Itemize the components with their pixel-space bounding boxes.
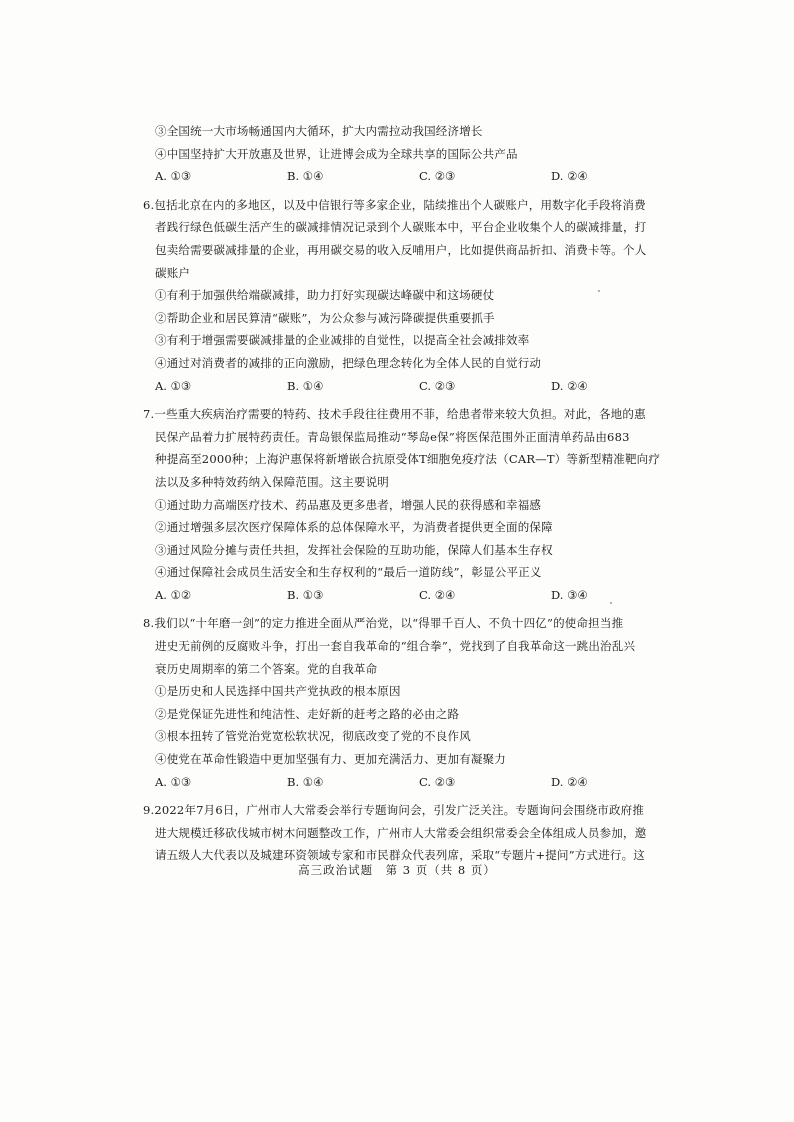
- question-7: [143, 403, 683, 606]
- question-6: [143, 194, 683, 397]
- q6-option-d: D. ②④: [551, 378, 588, 393]
- q6-option-a: A. ①③: [155, 378, 192, 393]
- q8-item-3: ③根本扭转了管党治党宽松软状况，彻底改变了党的不良作风: [155, 729, 471, 744]
- q7-stem-line: 7.一些重大疾病治疗需要的特药、技术手段往往费用不菲，给患者带来较大负担。对此，各地的惠: [143, 407, 646, 422]
- question-9: [143, 799, 683, 867]
- q8-option-c: C. ②③: [419, 774, 456, 789]
- q9-stem-line: 进大规模迁移砍伐城市树木问题整改工作，广州市人大常委会组织常委会全体组成人员参加，邀: [155, 825, 647, 840]
- q6-option-b: B. ①④: [287, 378, 324, 393]
- q6-stem-line: 6.包括北京在内的多地区，以及中信银行等多家企业，陆续推出个人碳账户，用数字化手段将消费: [143, 197, 646, 212]
- q8-option-d: D. ②④: [551, 774, 588, 789]
- q8-item-4: ④使党在革命性锻造中更加坚强有力、更加充满活力、更加有凝聚力: [155, 752, 506, 767]
- q8-option-b: B. ①④: [287, 774, 324, 789]
- q7-option-d: D. ③④: [551, 587, 588, 602]
- exam-content: [143, 120, 683, 867]
- q6-stem-line: 碳账户: [155, 265, 191, 280]
- scan-speck: [610, 602, 612, 604]
- q5-item-4: ④中国坚持扩大开放惠及世界，让进博会成为全球共享的国际公共产品: [155, 146, 518, 161]
- q8-options: [143, 771, 683, 794]
- q7-options: [143, 584, 683, 607]
- q8-option-a: A. ①③: [155, 774, 192, 789]
- scan-speck: [598, 290, 600, 292]
- q5-option-a: A. ①③: [155, 169, 192, 184]
- question-8: [143, 612, 683, 793]
- q9-stem-line: 9.2022年7月6日，广州市人大常委会举行专题询问会，引发广泛关注。专题询问会围绕市政府推: [143, 803, 645, 818]
- q6-stem-line: 包卖给需要碳减排量的企业，再用碳交易的收入反哺用户，比如提供商品折扣、消费卡等。个人: [155, 242, 647, 257]
- q6-option-c: C. ②③: [419, 378, 456, 393]
- q8-stem-line: 衰历史周期率的第二个答案。党的自我革命: [155, 661, 378, 676]
- q7-item-3: ③通过风险分摊与责任共担，发挥社会保险的互助功能，保障人们基本生存权: [155, 542, 553, 557]
- q8-stem-line: 8.我们以“十年磨一剑”的定力推进全面从严治党，以“得罪千百人、不负十四亿”的使命担当推: [143, 616, 624, 631]
- q7-stem-line: 种提高至2000种；上海沪惠保将新增嵌合抗原受体T细胞免疫疗法（CAR—T）等新型精准靶向疗: [155, 452, 661, 467]
- q6-item-3: ③有利于增强需要碳减排量的企业减排的自觉性，以提高全社会减排效率: [155, 333, 530, 348]
- q5-item-3: ③全国统一大市场畅通国内大循环，扩大内需拉动我国经济增长: [155, 124, 483, 138]
- q5-option-b: B. ①④: [287, 169, 324, 184]
- q7-stem-line: 民保产品着力扩展特药责任。青岛银保监局推动“琴岛e保”将医保范围外正面清单药品由683: [155, 429, 630, 444]
- q7-item-4: ④通过保障社会成员生活安全和生存权利的“最后一道防线”，彰显公平正义: [155, 565, 542, 580]
- q7-item-2: ②通过增强多层次医疗保障体系的总体保障水平，为消费者提供更全面的保障: [155, 520, 553, 535]
- q5-options: [143, 165, 683, 188]
- q6-item-4: ④通过对消费者的减排的正向激励，把绿色理念转化为全体人民的自觉行动: [155, 355, 542, 370]
- q8-stem-line: 进史无前例的反腐败斗争，打出一套自我革命的“组合拳”，党找到了自我革命这一跳出治乱兴: [155, 639, 636, 654]
- q6-item-2: ②帮助企业和居民算清“碳账”，为公众参与减污降碳提供重要抓手: [155, 310, 495, 325]
- q5-option-d: D. ②④: [551, 169, 588, 184]
- q7-option-a: A. ①②: [155, 587, 192, 602]
- question-5-continuation: [143, 120, 683, 188]
- q7-item-1: ①通过助力高端医疗技术、药品惠及更多患者，增强人民的获得感和幸福感: [155, 497, 542, 512]
- q8-item-1: ①是历史和人民选择中国共产党执政的根本原因: [155, 684, 401, 699]
- q7-option-c: C. ②④: [419, 587, 456, 602]
- q6-item-1: ①有利于加强供给端碳减排，助力打好实现碳达峰碳中和这场硬仗: [155, 288, 495, 303]
- q7-stem-line: 法以及多种特效药纳入保障范围。这主要说明: [155, 474, 389, 489]
- q9-stem-line: 请五级人大代表以及城建环资领域专家和市民群众代表列席，采取“专题片+提问”方式进行。这: [155, 848, 645, 863]
- q6-stem-line: 者践行绿色低碳生活产生的碳减排情况记录到个人碳账本中，平台企业收集个人的碳减排量，打: [155, 220, 647, 235]
- q6-options: [143, 375, 683, 398]
- q8-item-2: ②是党保证先进性和纯洁性、走好新的赶考之路的必由之路: [155, 706, 460, 721]
- q5-option-c: C. ②③: [419, 169, 456, 184]
- page-footer: 高三政治试题 第 3 页（共 8 页）: [298, 863, 496, 877]
- q7-option-b: B. ①③: [287, 587, 324, 602]
